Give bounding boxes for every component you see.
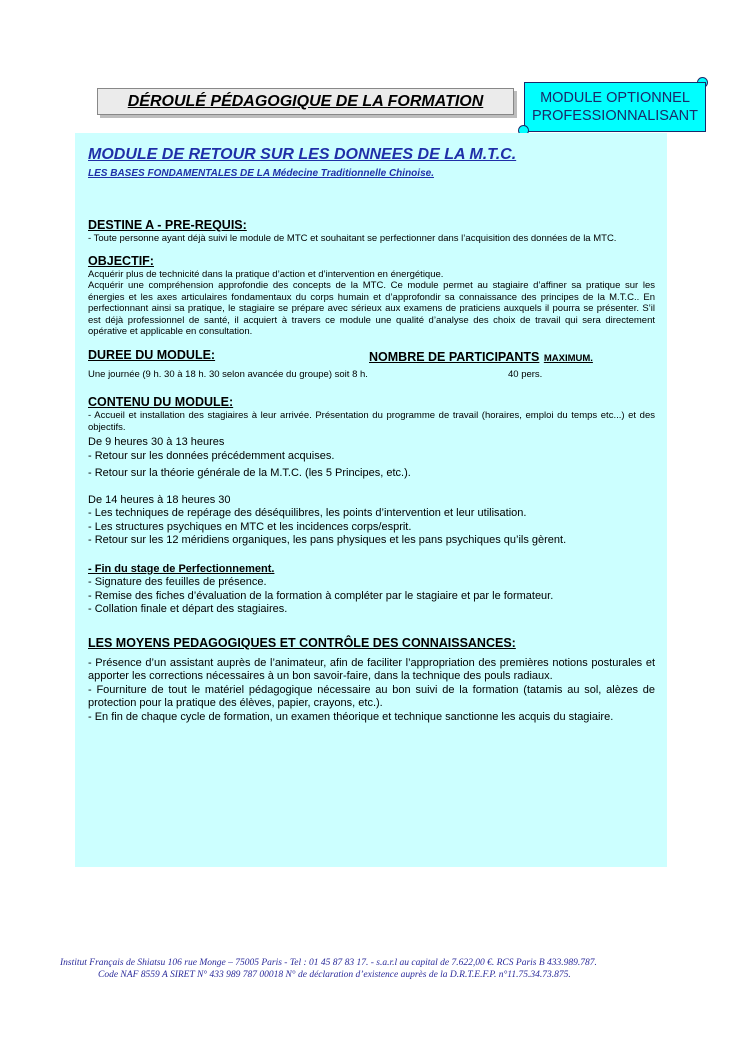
moyens-item-1: - Présence d’un assistant auprès de l’animateur, afin de faciliter l’appropriation des premières notions posturales et apporter les corrections nécessaires à un bon savoir-faire, dans la technique des pouls radiaux. (88, 656, 655, 682)
participants-heading: NOMBRE DE PARTICIPANTS (369, 349, 540, 364)
fin-item-1: - Signature des feuilles de présence. (88, 576, 267, 588)
moyens-item-3: - En fin de chaque cycle de formation, un examen théorique et technique sanctionne les acquis du stagiaire. (88, 710, 614, 723)
moyens-heading: LES MOYENS PEDAGOGIQUES ET CONTRÔLE DES CONNAISSANCES: (88, 635, 516, 650)
content (88, 145, 655, 724)
morning-item-2: - Retour sur la théorie générale de la M.T.C. (les 5 Principes, etc.). (88, 467, 411, 479)
contenu-heading: CONTENU DU MODULE: (88, 395, 234, 409)
destine-text: - Toute personne ayant déjà suivi le module de MTC et souhaitant se perfectionner dans l’acquisition des données de la MTC. (88, 233, 617, 244)
page-title: DÉROULÉ PÉDAGOGIQUE DE LA FORMATION (97, 88, 514, 115)
module-optional-badge (524, 82, 706, 132)
footer-line-1: Institut Français de Shiatsu 106 rue Monge – 75005 Paris - Tel : 01 45 87 83 17. - s.a.r.l au capital de 7.622,00 €. RCS Paris B 433.989.787. (60, 958, 597, 968)
duree-heading: DUREE DU MODULE: (88, 347, 216, 362)
fin-item-2: - Remise des fiches d’évaluation de la formation à compléter par le stagiaire et par le formateur. (88, 589, 554, 602)
afternoon-item-3: - Retour sur les 12 méridiens organiques, les pans physiques et les pans psychiques qu’ils gèrent. (88, 534, 567, 546)
fin-item-3: - Collation finale et départ des stagiaires. (88, 603, 288, 615)
participants-heading-suffix: MAXIMUM. (543, 352, 593, 364)
duree-participants-row (88, 348, 655, 366)
duree-text: Une journée (9 h. 30 à 18 h. 30 selon avancée du groupe) soit 8 h. (88, 368, 368, 380)
objectif-line2: Acquérir une compréhension approfondie des concepts de la MTC. Ce module permet au stagiaire d’affiner sa pratique sur les énergies et les axes articulaires fondamentaux du corps humain et d’approfondir sa connaissance des principes de la M.T.C.. En perfectionnant ainsi sa pratique, le stagiaire se prépare avec sérieux aux examens de praticiens auxquels il pourra se présenter. S’il est déjà professionnel de santé, il acquiert à travers ce module une qualité d’analyse des choix de travail qui sera directement opérative et applicable en consultation. (88, 280, 655, 337)
destine-heading: DESTINE A - PRE-REQUIS: (88, 218, 247, 232)
afternoon-time: De 14 heures à 18 heures 30 (88, 493, 231, 506)
footer (0, 957, 740, 981)
fin-heading: - Fin du stage de Perfectionnement. (88, 562, 275, 575)
objectif-heading: OBJECTIF: (88, 253, 154, 268)
contenu-intro: - Accueil et installation des stagiaires à leur arrivée. Présentation du programme de travail (horaires, emploi du temps etc...) et des objectifs. (88, 410, 655, 433)
morning-item-1: - Retour sur les données précédemment acquises. (88, 449, 335, 462)
afternoon-item-2: - Les structures psychiques en MTC et les incidences corps/esprit. (88, 520, 412, 533)
footer-line-2: Code NAF 8559 A SIRET N° 433 989 787 00018 N° de déclaration d’existence auprès de la D.R.T.E.F.P. n°11.75.34.73.875. (98, 970, 571, 980)
afternoon-item-1: - Les techniques de repérage des déséquilibres, les points d’intervention et leur utilisation. (88, 507, 527, 519)
objectif-line1: Acquérir plus de technicité dans la pratique d’action et d’intervention en énergétique. (88, 268, 444, 280)
participants-value: 40 pers. (508, 368, 543, 380)
moyens-item-2: - Fourniture de tout le matériel pédagogique nécessaire au bon suivi de la formation (tatamis au sol, alèzes de protection pour la pratique des élèves, papier, crayons, etc.). (88, 683, 655, 709)
module-title: MODULE DE RETOUR SUR LES DONNEES DE LA M.T.C. (88, 146, 517, 163)
morning-time: De 9 heures 30 à 13 heures (88, 436, 225, 448)
badge-line-2: PROFESSIONNALISANT (532, 108, 698, 124)
badge-line-1: MODULE OPTIONNEL (540, 90, 690, 106)
module-subtitle: LES BASES FONDAMENTALES DE LA Médecine Traditionnelle Chinoise. (88, 168, 434, 179)
duree-participants-values (88, 369, 655, 381)
